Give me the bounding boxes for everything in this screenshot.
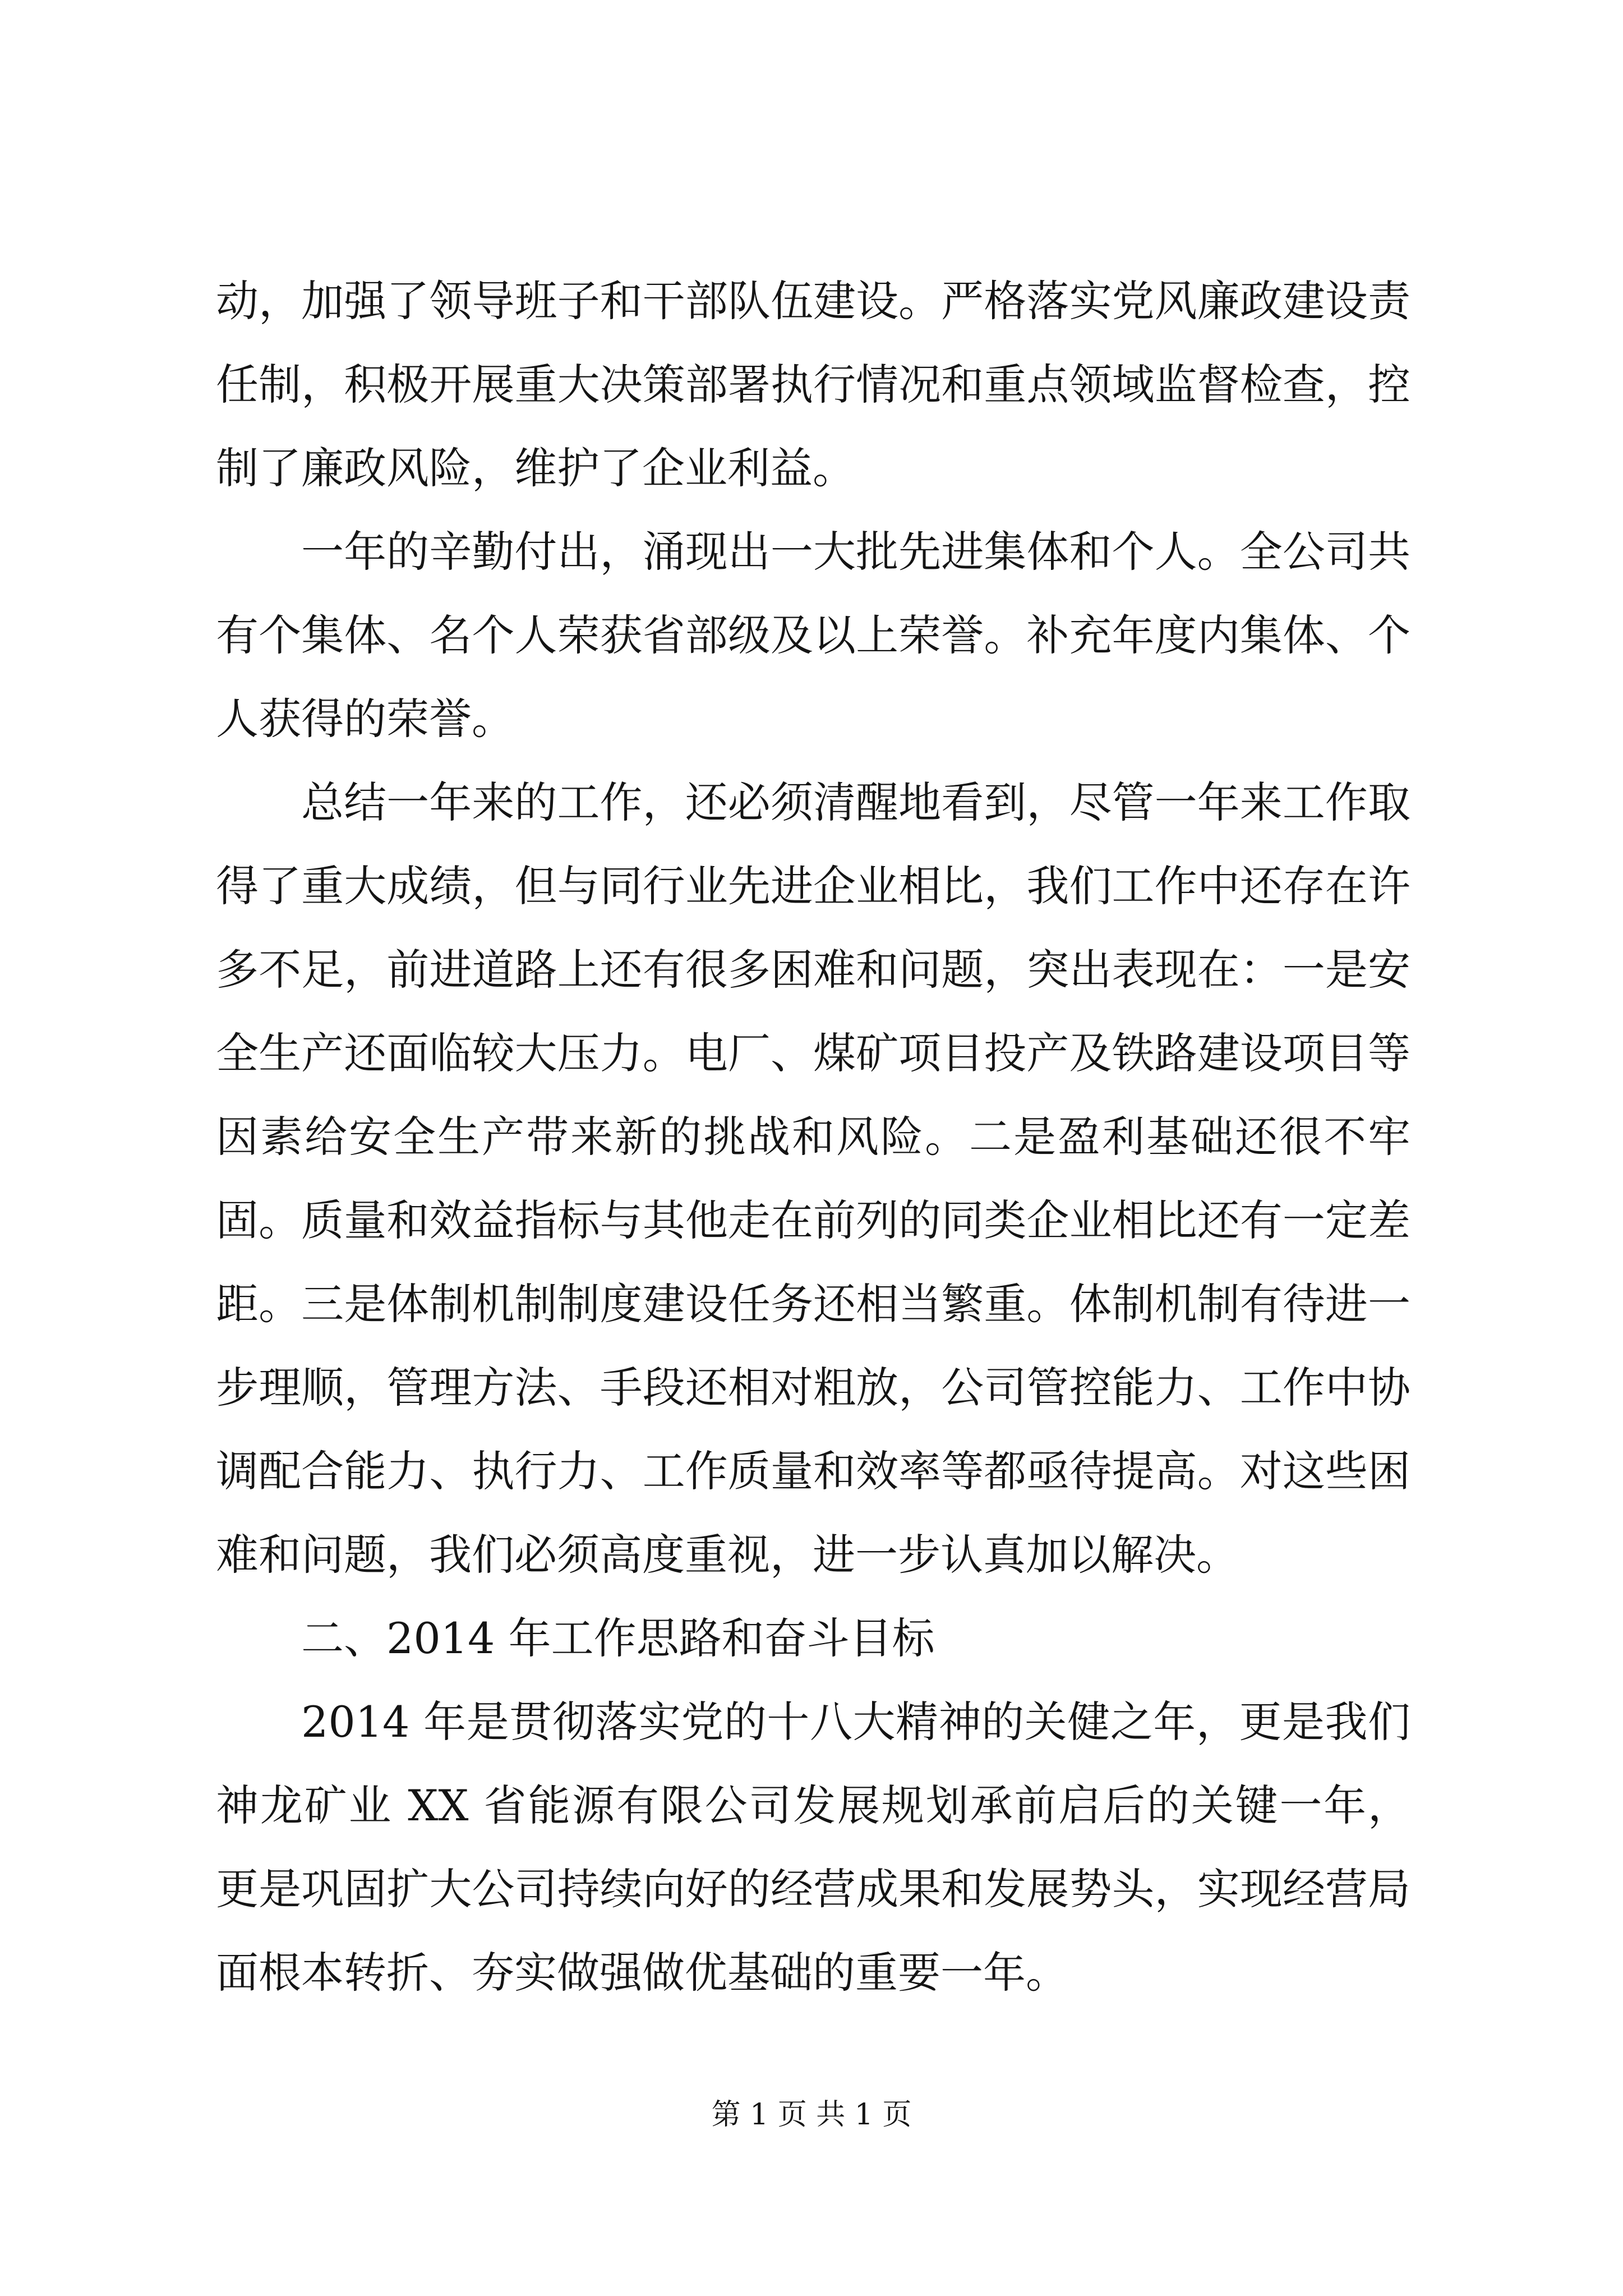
paragraph-problems: 总结一年来的工作，还必须清醒地看到，尽管一年来工作取得了重大成绩，但与同行业先进企业相比，我们工作中还存在许多不足，前进道路上还有很多困难和问题，突出表现在：一是安全生产还面临较大压力。电厂、煤矿项目投产及铁路建设项目等因素给安全生产带来新的挑战和风险。二是盈利基础还很不牢固。质量和效益指标与其他走在前列的同类企业相比还有一定差距。三是体制机制制度建设任务还相当繁重。体制机制有待进一步理顺，管理方法、手段还相对粗放，公司管控能力、工作中协调配合能力、执行力、工作质量和效率等都亟待提高。对这些困难和问题，我们必须高度重视，进一步认真加以解决。 — [216, 777, 1410, 1580]
paragraph-continued: 动，加强了领导班子和干部队伍建设。严格落实党风廉政建设责任制，积极开展重大决策部署执行情况和重点领域监督检查，控制了廉政风险，维护了企业利益。 — [216, 276, 1410, 493]
paragraph-honors: 一年的辛勤付出，涌现出一大批先进集体和个人。全公司共有个集体、名个人荣获省部级及以上荣誉。补充年度内集体、个人获得的荣誉。 — [216, 527, 1410, 744]
document-body — [216, 259, 1410, 2014]
section-heading: 二、2014 年工作思路和奋斗目标 — [301, 1613, 935, 1663]
paragraph-2014-plan: 2014 年是贯彻落实党的十八大精神的关健之年，更是我们神龙矿业 XX 省能源有限公司发展规划承前启后的关键一年，更是巩固扩大公司持续向好的经营成果和发展势头，实现经营局面根本转折、夯实做强做优基础的重要一年。 — [216, 1697, 1410, 1998]
page-number-footer: 第 1 页 共 1 页 — [711, 2098, 912, 2132]
